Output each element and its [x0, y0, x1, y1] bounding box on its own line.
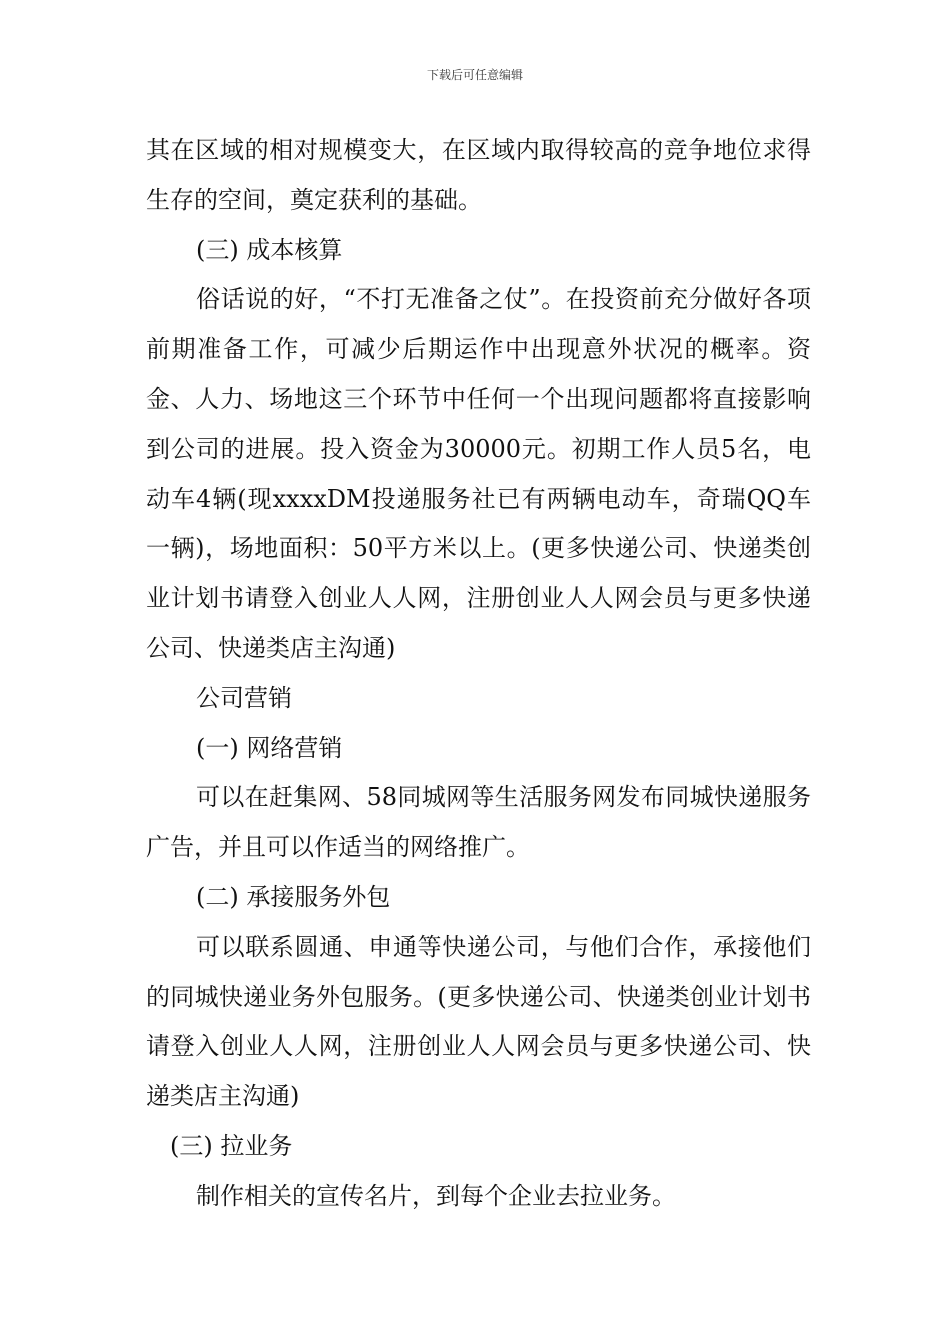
paragraph: 可以联系圆通、申通等快递公司，与他们合作，承接他们的同城快递业务外包服务。(更多快递公司、快递类创业计划书请登入创业人人网，注册创业人人网会员与更多快递公司、快递类店主沟通) — [146, 932, 811, 1111]
page-header: 下载后可任意编辑 — [426, 68, 523, 82]
section-heading: (二) 承接服务外包 — [196, 882, 391, 911]
document-body — [146, 126, 811, 1222]
section-heading: (三) 拉业务 — [170, 1131, 293, 1160]
paragraph: 可以在赶集网、58同城网等生活服务网发布同城快递服务广告，并且可以作适当的网络推广。 — [146, 783, 811, 862]
section-heading: (一) 网络营销 — [196, 733, 343, 762]
paragraph: 制作相关的宣传名片，到每个企业去拉业务。 — [196, 1181, 676, 1210]
paragraph: 俗话说的好，“不打无准备之仗”。在投资前充分做好各项前期准备工作，可减少后期运作中出现意外状况的概率。资金、人力、场地这三个环节中任何一个出现问题都将直接影响到公司的进展。投入资金为30000元。初期工作人员5名，电动车4辆(现xxxxDM投递服务社已有两辆电动车，奇瑞QQ车一辆)，场地面积：50平方米以上。(更多快递公司、快递类创业计划书请登入创业人人网，注册创业人人网会员与更多快递公司、快递类店主沟通) — [146, 285, 811, 662]
section-heading: 公司营销 — [196, 683, 292, 712]
section-heading: (三) 成本核算 — [196, 235, 343, 264]
paragraph: 其在区域的相对规模变大，在区域内取得较高的竞争地位求得生存的空间，奠定获利的基础。 — [146, 136, 811, 214]
